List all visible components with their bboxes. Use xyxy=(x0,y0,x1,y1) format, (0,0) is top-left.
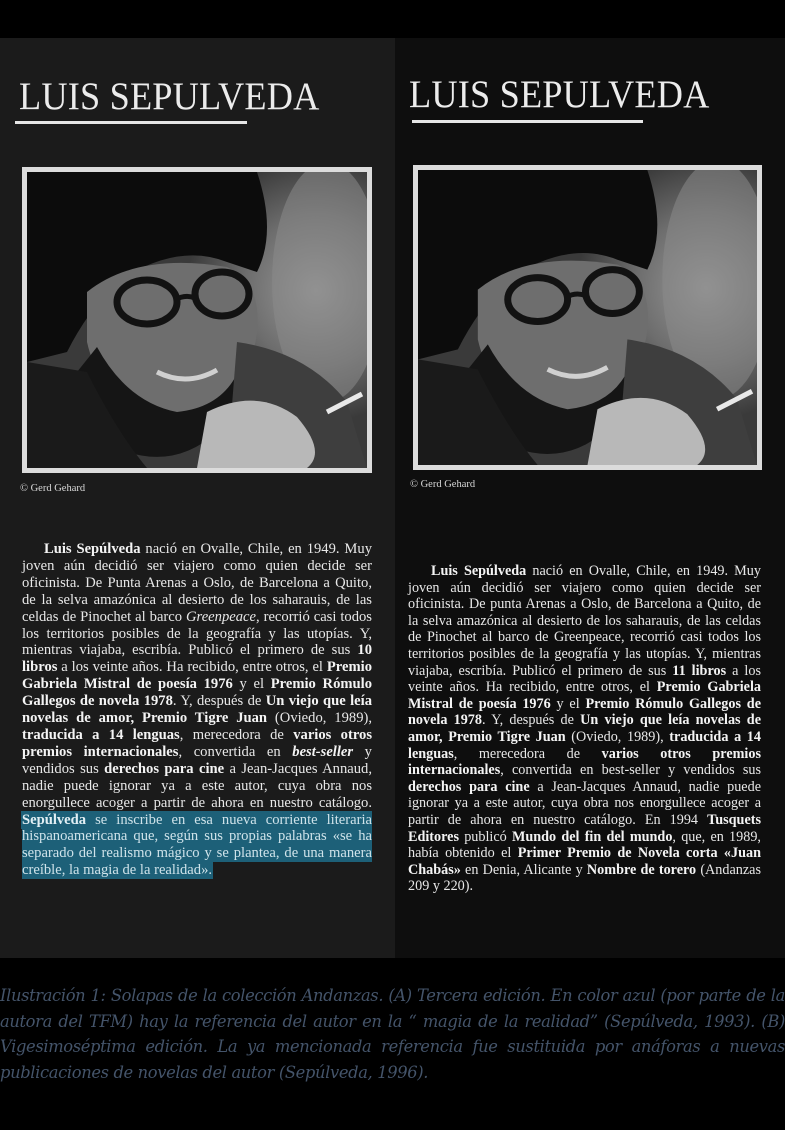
portrait-illustration xyxy=(27,172,367,468)
title-underline xyxy=(412,120,643,123)
author-bio-b: Luis Sepúlveda nació en Ovalle, Chile, en 1949. Muy joven aún decidió ser viajero como quien decide ser oficinista. De punta Arenas a Oslo, de Barcelona a Quito, de la selva amazónica al desierto de los saharauis, de las celdas de Pinochet al barco de Greenpeace, recorrió casi todos los territorios posibles de la geografía y las utopías. Y, mientras viajaba, escribía. Publicó el primero de sus 11 libros a los veinte años. Ha recibido, entre otros, el Premio Gabriela Mistral de poesía 1976 y el Premio Rómulo Gallegos de novela 1978. Y, después de Un viejo que leía novelas de amor, Premio Tigre Juan (Oviedo, 1989), traducida a 14 lenguas, merecedora de varios otros premios internacionales, convertida en best-seller y vendidos sus derechos para cine a Jean-Jacques Annaud, nadie puede ignorar ya a este autor, cuya obra nos enorgullece acoger a partir de ahora en nuestro catálogo. En 1994 Tusquets Editores publicó Mundo del fin del mundo, que, en 1989, había obtenido el Primer Premio de Novela corta «Juan Chabás» en Denia, Alicante y Nombre de torero (Andanzas 209 y 220). xyxy=(408,563,761,895)
title-underline xyxy=(15,121,247,124)
photo-credit: © Gerd Gehard xyxy=(20,483,86,494)
book-flap-panel-b xyxy=(395,38,785,958)
author-photo-frame xyxy=(413,165,762,470)
portrait-illustration xyxy=(418,170,757,465)
figure-caption: Ilustración 1: Solapas de la colección Andanzas. (A) Tercera edición. En color azul (por parte de la autora del TFM) hay la referencia del autor en la “ magia de la realidad” (Sepúlveda, 1993). (B) Vigesimoséptima edición. La ya mencionada referencia fue sustituida por anáforas a nuevas publicaciones de novelas del autor (Sepúlveda, 1996). xyxy=(0,986,785,1082)
author-bio-a: Luis Sepúlveda nació en Ovalle, Chile, en 1949. Muy joven aún decidió ser viajero como quien decide ser oficinista. De Punta Arenas a Oslo, de Barcelona a Quito, de la selva amazónica al desierto de los saharauis, de las celdas de Pinochet al barco Greenpeace, recorrió casi todos los territorios posibles de la geografía y las utopías. Y, mientras viajaba, escribía. Publicó el primero de sus 10 libros a los veinte años. Ha recibido, entre otros, el Premio Gabriela Mistral de poesía 1976 y el Premio Rómulo Gallegos de novela 1978. Y, después de Un viejo que leía novelas de amor, Premio Tigre Juan (Oviedo, 1989), traducida a 14 lenguas, merecedora de varios otros premios internacionales, convertida en best-seller y vendidos sus derechos para cine a Jean-Jacques Annaud, nadie puede ignorar ya a este autor, cuya obra nos enorgullece acoger a partir de ahora en nuestro catálogo. Sepúlveda se inscribe en esa nueva corriente literaria hispanoamericana que, según sus propias palabras «se ha separado del realismo mágico y se plantea, de una manera creíble, la magia de la realidad». xyxy=(22,541,373,879)
author-photo-frame xyxy=(22,167,372,473)
author-title: LUIS SEPULVEDA xyxy=(409,73,710,116)
author-title: LUIS SEPULVEDA xyxy=(19,75,320,118)
book-flap-panel-a xyxy=(0,38,395,958)
photo-credit: © Gerd Gehard xyxy=(410,479,476,490)
author-photo xyxy=(418,170,757,465)
author-photo xyxy=(27,172,367,468)
highlighted-quote: Sepúlveda se inscribe en esa nueva corriente literaria hispanoamericana que, según sus propias palabras «se ha separado del realismo mágico y se plantea, de una manera creíble, la magia de la realidad». xyxy=(22,811,372,879)
